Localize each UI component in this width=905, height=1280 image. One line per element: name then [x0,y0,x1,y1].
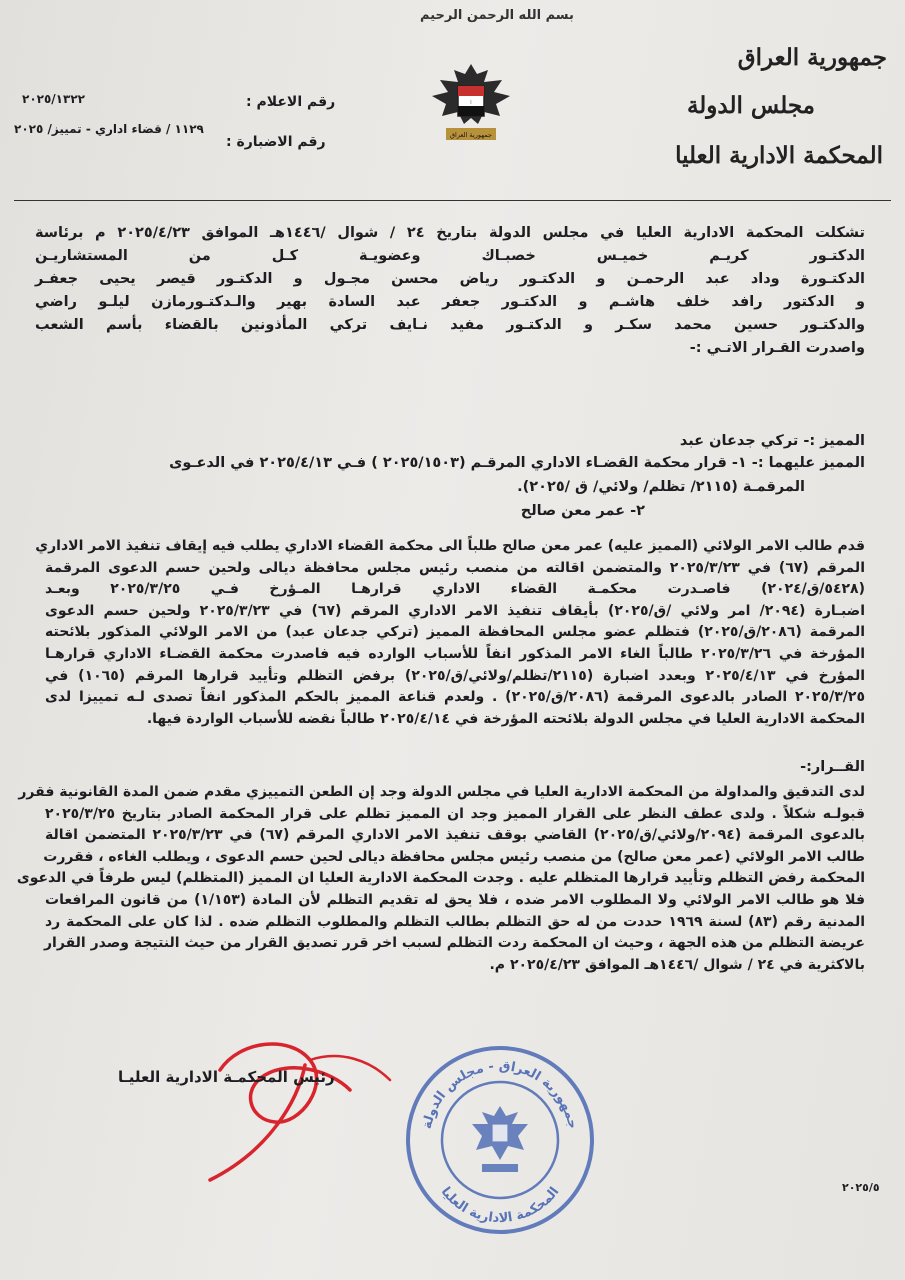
decision-line: بالدعوى المرقمة (٢٠٩٤/ولائي/ق/٢٠٢٥) القاضي بوقف تنفيذ الامر الاداري المرقم (٦٧) في ٢٠٢٥/٣/٢٣ المتضمن اقالة [45,827,866,844]
signature-mark [180,1030,420,1190]
footer-date: ٢٠٢٥/٥ [842,1181,880,1194]
intro-line: الدكتـور كريـم خميـس خصبـاك وعضويـة كـل من المستشاريـن [35,248,865,264]
decision-line: بالاكثرية في ٢٤ / شوال /١٤٤٦هـ الموافق ٢٠٢٥/٤/٢٣ م. [489,956,865,973]
court-seal-stamp [400,1040,600,1240]
decision-line: المدنية رقم (٨٣) لسنة ١٩٦٩ حددت من له حق التظلم بطالب التظلم والمطلوب التظلم ضده . لذا كان على المحكمة رد [45,913,866,930]
decision-line: المحكمة رفض التظلم وتأييد قرارها المتظلم عليه . وجدت المحكمة الادارية العليا ان المميز (المتظلم) ليس طرفاً في الدعوى [16,870,865,887]
decision-line: عريضة التظلم من هذه الجهة ، وحيث ان المحكمة ردت التظلم لسبب اخر قرر تصديق القرار من حيث النتيجة وصدر القرار [44,935,865,952]
file-number-value: ١١٢٩ / قضاء اداري - تمييز/ ٢٠٢٥ [14,122,204,136]
facts-line: (٥٤٢٨/ق/٢٠٢٤) فاصـدرت محكمـة القضاء الاداري قرارهـا المـؤرخ فـي ٢٠٢٥/٣/٢٥ وبعـد [45,581,865,598]
decision-line: فلا هو طالب الامر الولائي ولا المطلوب الامر ضده ، فلا يحق له تقديم التظلم لأن المادة (١/١٥٣) من قانون المرافعات [45,891,865,908]
facts-line: قدم طالب الامر الولائي (المميز عليه) عمر معن صالح طلباً الى محكمة القضاء الاداري يطلب فيه إيقاف تنفيذ الامر الاداري [35,538,865,554]
facts-line: المرقم (٦٧) في ٢٠٢٥/٣/٢٣ والمتضمن اقالته من منصب رئيس مجلس محافظة ديالى ولحين حسم الدعوى المرقمة [45,559,865,576]
file-number-label: رقم الاضبارة : [226,134,326,150]
header-court: المحكمة الادارية العليا [675,142,883,169]
notice-number-value: ٢٠٢٥/١٣٢٢ [22,92,85,106]
decision-heading: القــرار:- [800,759,865,775]
stamp-top-text: جمهورية العراق - مجلس الدولة [419,1058,581,1131]
header-republic: جمهورية العراق [737,44,887,71]
header-divider [14,200,891,201]
facts-line: ٢٠٢٥/٣/٢٥ الصادر بالدعوى المرقمة (٢٠٨٦/ق/٢٠٢٥) . ولعدم قناعة المميز بالحكم المذكور انفاً تصدى لـه تمييزا لدى [45,689,865,706]
appellant-line: المميز :- تركي جدعان عبد [679,433,865,449]
facts-line: المرقمة (٢٠٨٦/ق/٢٠٢٥) فتظلم عضو مجلس المحافظة المميز (تركي جدعان عبد) من الامر الولائي المذكور بلائحته [45,624,866,641]
iraq-eagle-emblem-icon [428,60,514,150]
respondents-line-1: المميز عليهما :- ١- قرار محكمة القضـاء الاداري المرقـم (٢٠٢٥/١٥٠٣ ) فـي ٢٠٢٥/٤/١٣ في الدعـوى [169,455,865,471]
stamp-eagle-icon [472,1106,528,1172]
intro-line: واصدرت القـرار الاتـي :- [689,340,865,356]
signature-title: رئيس المحكمـة الادارية العليـا [118,1068,335,1086]
respondents-line-2: المرقمـة (٢١١٥/ تظلم/ ولائي/ ق /٢٠٢٥). [517,479,805,495]
decision-paragraph [16,782,866,976]
basmala: بسم الله الرحمن الرحيم [420,8,574,23]
intro-line: والدكتـور حسين محمد سكـر و الدكتـور مفيد نـايف تركي المأذونين بالقضاء بأسم الشعب [35,317,865,333]
facts-line: المؤرخة في ٢٠٢٥/٣/٢٦ طالباً الغاء الامر المذكور انفاً للأسباب الوارده فيه فاصدرت محكمة القضـاء الاداري قرارهـا [45,645,866,662]
facts-line: المؤرخ في ٢٠٢٥/٤/١٣ وبعدد اضبارة (٢١١٥/تظلم/ولائي/ق/٢٠٢٥) برفض التظلم وتأييد قرارها المرقم (١٠٦٥) في [45,667,866,684]
stamp-bottom-text: المحكمة الادارية العليا [437,1184,563,1227]
court-composition-paragraph [35,222,865,360]
svg-text:ا: ا [470,100,472,106]
header-council: مجلس الدولة [686,92,815,119]
intro-line: و الدكتور رافد خلف هاشـم و الدكتـور جعفر عبد السادة بهير والـدكتـورمازن ليلـو راضي [35,294,865,310]
facts-line: اضبـارة (٢٠٩٤/ امر ولائي /ق/٢٠٢٥) بأيقاف تنفيذ الامر الاداري المرقم (٦٧) في ٢٠٢٥/٣/٢٣ ولحين حسم الدعوى [45,602,865,619]
respondents-line-3: ٢- عمر معن صالح [520,503,645,519]
intro-line: الدكتـورة وداد عبد الرحمـن و الدكتـور رياض محسن مجـول و الدكتـور قيصر يحيى جعفـر [35,271,865,287]
notice-number-label: رقم الاعلام : [246,94,336,110]
facts-line: المحكمة الادارية العليا في مجلس الدولة بلائحته المؤرخة في ٢٠٢٥/٤/١٤ طالباً نقضه للأسباب الواردة فيها. [146,710,865,727]
intro-line: تشكلت المحكمة الادارية العليا في مجلس الدولة بتاريخ ٢٤ / شوال /١٤٤٦هـ الموافق ٢٠٢٥/٤/٢٣ م برئاسة [35,225,865,241]
decision-line: طالب الامر الولائي (عمر معن صالح) من منصب رئيس مجلس محافظة ديالى لحين حسم الدعوى ، ويطلب الغاءه ، فقررت [43,848,865,865]
facts-paragraph [35,536,866,730]
decision-line: قبولـه شكلاً . ولدى عطف النظر على القرار المميز وجد ان المميز تظلم على قرار المحكمة الصادر بتاريخ ٢٠٢٥/٣/٢٥ [45,805,865,822]
decision-line: لدى التدقيق والمداولة من المحكمة الادارية العليا في مجلس الدولة وجد إن الطعن التمييزي مقدم ضمن المدة القانونية فقرر [18,784,865,800]
emblem-scroll-text: جمهورية العراق [450,131,492,139]
